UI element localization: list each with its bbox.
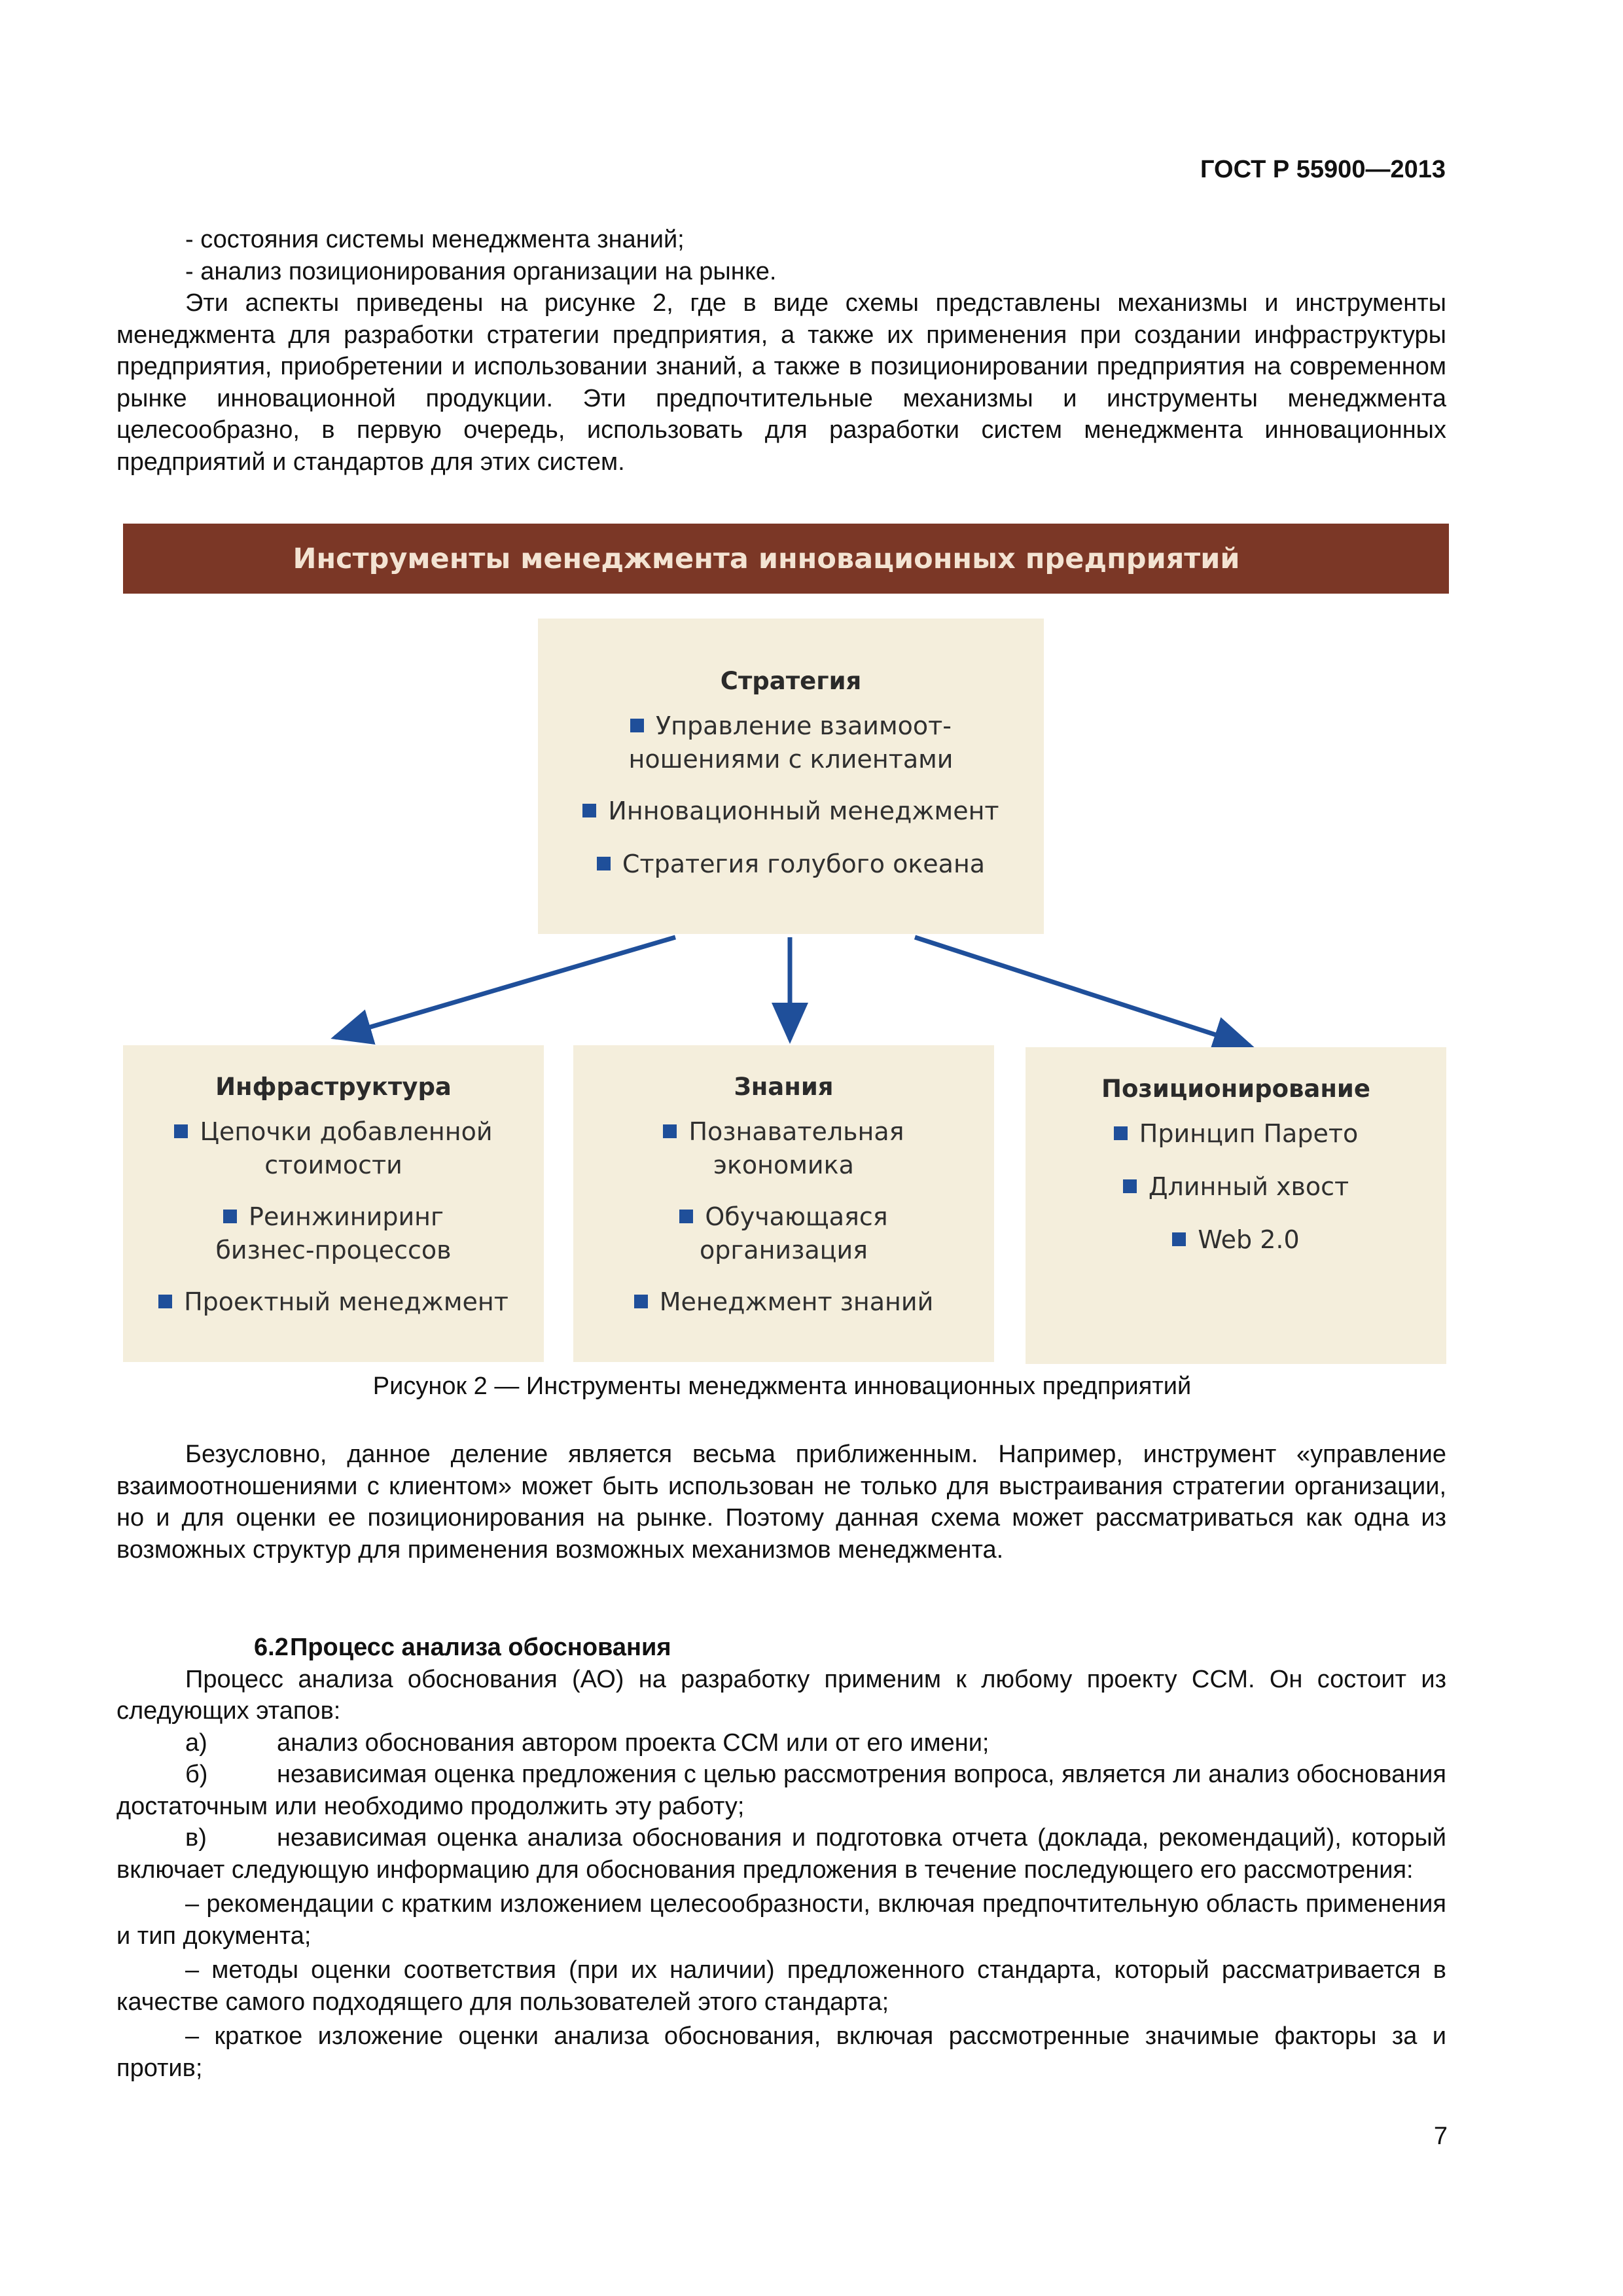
positioning-title: Позиционирование xyxy=(1101,1075,1370,1103)
strategy-title: Стратегия xyxy=(720,667,862,695)
knowledge-item: Обучающаяся организация xyxy=(573,1200,994,1267)
list-item: в) независимая оценка анализа обоснования и подготовка отчета (доклада, рекомендаций), который включает следующую информацию для обоснования предложения в течение последующего его рассмотрения: xyxy=(116,1824,1446,1884)
strategy-item: Инновационный менеджмент xyxy=(538,795,1044,828)
knowledge-box xyxy=(573,1045,994,1362)
positioning-item: Принцип Парето xyxy=(1026,1117,1446,1151)
infrastructure-item: Цепочки добавленной стоимости xyxy=(123,1115,544,1182)
body-paragraph: Процесс анализа обоснования (АО) на разработку применим к любому проекту ССМ. Он состоит из следующих этапов: xyxy=(116,1665,1446,1725)
dash-item: – методы оценки соответствия (при их наличии) предложенного стандарта, который рассматривается в качестве самого подходящего для пользователей этого стандарта; xyxy=(116,1956,1446,2016)
bullet-icon xyxy=(223,1210,237,1223)
figure-banner-title: Инструменты менеджмента инновационных предприятий xyxy=(293,542,1240,575)
infrastructure-item: Проектный менеджмент xyxy=(123,1285,544,1319)
arrow-to-infrastructure xyxy=(335,937,675,1037)
body-paragraph: Безусловно, данное деление является весьма приближенным. Например, инструмент «управление взаимоотношениями с клиентом» может быть использован не только для выстраивания стратегии организации, но и для оценки ее позиционирования на рынке. Поэтому данная схема может рассматриваться как одна из возможных структур для применения возможных механизмов менеджмента. xyxy=(116,1441,1446,1564)
bullet-icon xyxy=(1114,1126,1128,1140)
list-item: б) независимая оценка предложения с целью рассмотрения вопроса, является ли анализ обоснования достаточным или необходимо продолжить эту работу; xyxy=(116,1761,1446,1820)
list-item: - состояния системы менеджмента знаний; xyxy=(185,226,685,253)
bullet-icon xyxy=(1123,1179,1137,1193)
bullet-icon xyxy=(663,1124,677,1138)
positioning-box xyxy=(1026,1047,1446,1364)
knowledge-item: Познавательная экономика xyxy=(573,1115,994,1182)
list-item: а) анализ обоснования автором проекта ССМ или от его имени; xyxy=(185,1729,990,1757)
dash-item: – рекомендации с кратким изложением целесообразности, включая предпочтительную область применения и тип документа; xyxy=(116,1890,1446,1950)
after-text xyxy=(116,1439,1446,1566)
bullet-icon xyxy=(174,1124,188,1138)
standard-designation: ГОСТ Р 55900—2013 xyxy=(1200,156,1446,183)
bullet-icon xyxy=(158,1295,172,1308)
positioning-item: Web 2.0 xyxy=(1026,1223,1446,1257)
page-number: 7 xyxy=(1433,2123,1448,2150)
infrastructure-item: Реинжиниринг бизнес-процессов xyxy=(215,1202,452,1265)
infrastructure-box xyxy=(123,1045,544,1362)
body-paragraph: Эти аспекты приведены на рисунке 2, где в виде схемы представлены механизмы и инструменты менеджмента для разработки стратегии предприятия, а также их применения при создании инфраструктуры предприятия, приобретении и использовании знаний, а также в позиционировании предприятия на современном рынке инновационной продукции. Эти предпочтительные механизмы и инструменты менеджмента целесообразно, в первую очередь, использовать для разработки систем менеджмента инновационных предприятий и стандартов для этих систем. xyxy=(116,289,1446,476)
figure-arrows xyxy=(0,0,1623,1113)
infrastructure-title: Инфраструктура xyxy=(215,1073,452,1101)
arrow-to-positioning xyxy=(915,937,1250,1046)
bullet-icon xyxy=(634,1295,648,1308)
section-6-2 xyxy=(116,1632,1446,2084)
section-heading: 6.2Процесс анализа обоснования xyxy=(254,1634,671,1661)
list-item: - анализ позиционирования организации на рынке. xyxy=(185,257,777,285)
strategy-item: Стратегия голубого океана xyxy=(538,848,1044,881)
bullet-icon xyxy=(1172,1232,1186,1246)
knowledge-title: Знания xyxy=(734,1073,834,1101)
positioning-item: Длинный хвост xyxy=(1026,1170,1446,1204)
figure-caption: Рисунок 2 — Инструменты менеджмента инновационных предприятий xyxy=(372,1372,1192,1400)
knowledge-item: Менеджмент знаний xyxy=(573,1285,994,1319)
dash-item: – краткое изложение оценки анализа обоснования, включая рассмотренные значимые факторы за и против; xyxy=(116,2022,1446,2082)
strategy-item: Управление взаимоот- ношениями с клиентами xyxy=(628,711,954,774)
bullet-icon xyxy=(679,1210,693,1223)
